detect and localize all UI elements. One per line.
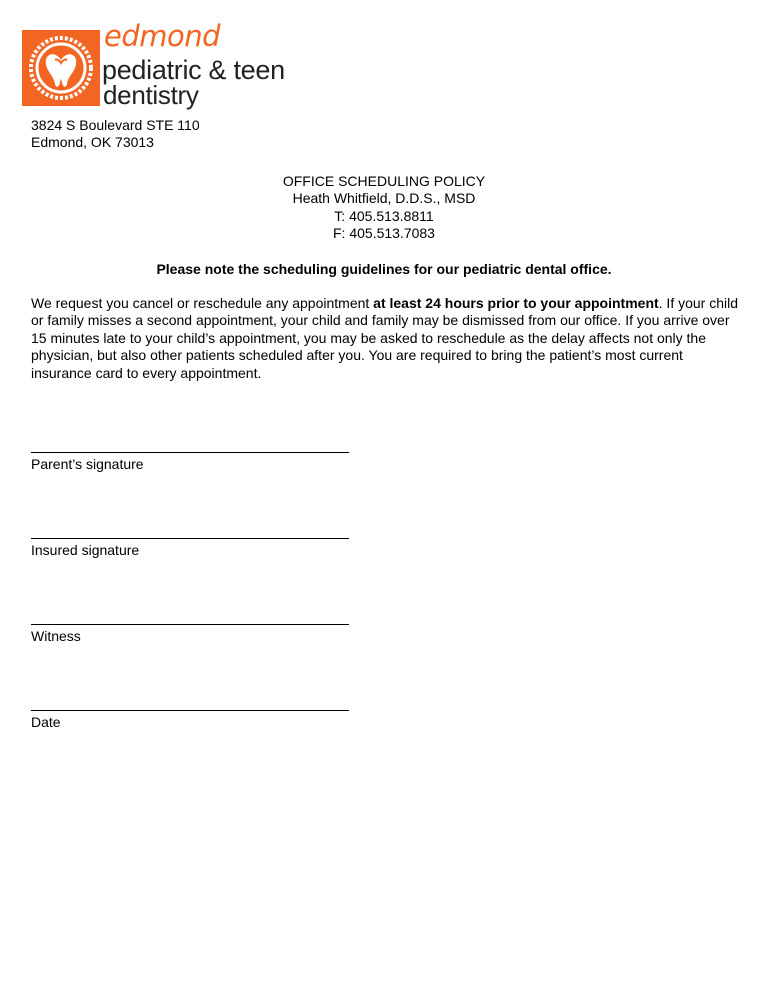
practice-logo	[22, 19, 322, 110]
witness-signature-field[interactable]	[31, 624, 349, 645]
policy-header	[0, 173, 768, 243]
logo-text-edmond: edmond	[104, 19, 221, 53]
phone-number: T: 405.513.8811	[334, 207, 434, 224]
policy-title: OFFICE SCHEDULING POLICY	[282, 173, 486, 189]
date-field[interactable]	[31, 710, 349, 731]
signature-label: Parent’s signature	[31, 456, 144, 472]
fax-number: F: 405.513.7083	[333, 225, 435, 242]
policy-text-start: We request you cancel or reschedule any appointment	[31, 295, 374, 311]
signature-line	[31, 624, 349, 625]
address-line-1: 3824 S Boulevard STE 110	[31, 117, 200, 133]
policy-text-bold: at least 24 hours prior to your appointment	[373, 295, 659, 311]
logo-text-pediatric-teen: pediatric & teen	[102, 55, 285, 85]
policy-paragraph	[31, 295, 743, 382]
logo-text-dentistry: dentistry	[103, 80, 199, 110]
tooth-heart-icon	[22, 30, 100, 106]
signature-label: Date	[31, 714, 61, 730]
policy-text-end: . If your child or family misses a second appointment, your child and family may be dismissed from our office. If you arrive over 15 minutes late to your child’s appointment, you may be asked to reschedule as the delay affects not only the physician, but also other patients scheduled after you. You are required to bring the patient’s most current insurance card to every appointment.	[31, 295, 739, 381]
scheduling-notice: Please note the scheduling guidelines for our pediatric dental office.	[156, 261, 612, 277]
signature-line	[31, 538, 349, 539]
address-line-2: Edmond, OK 73013	[31, 134, 154, 150]
insured-signature-field[interactable]	[31, 538, 349, 559]
signature-line	[31, 452, 349, 453]
parent-signature-field[interactable]	[31, 452, 349, 473]
signature-line	[31, 710, 349, 711]
doctor-name: Heath Whitfield, D.D.S., MSD	[292, 190, 476, 207]
signature-label: Insured signature	[31, 542, 140, 558]
office-address	[31, 117, 200, 151]
signature-label: Witness	[31, 628, 81, 644]
